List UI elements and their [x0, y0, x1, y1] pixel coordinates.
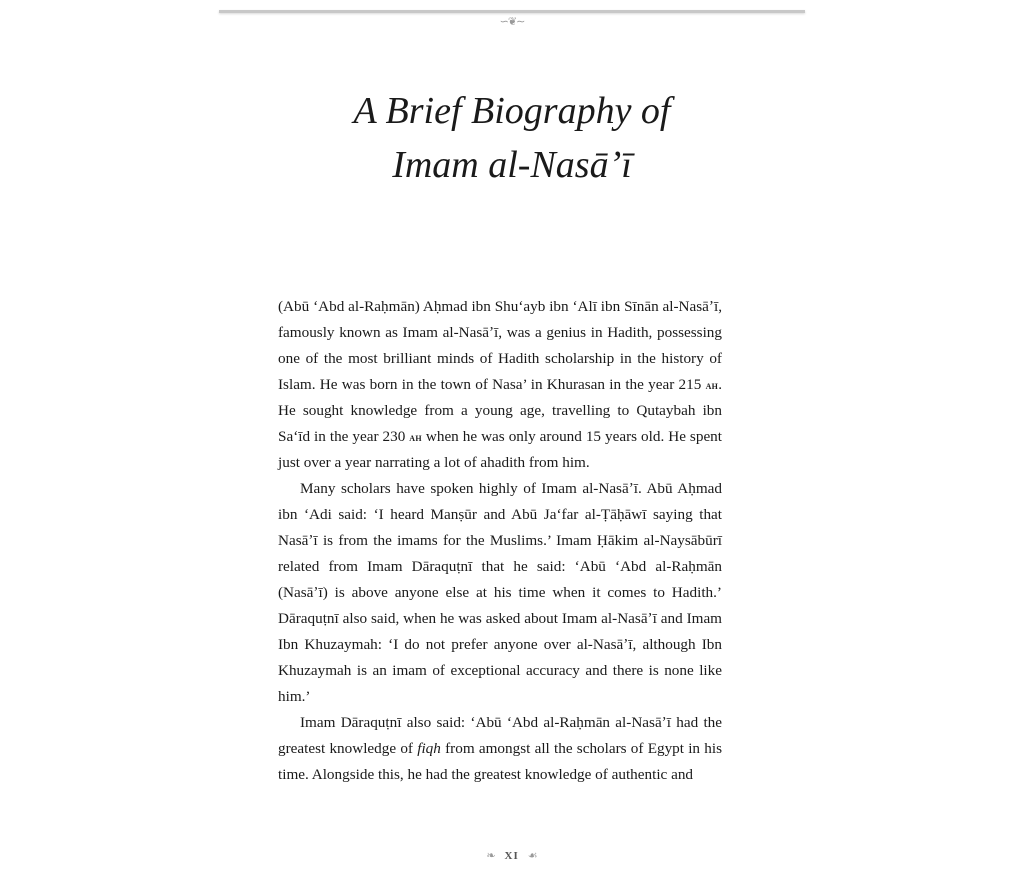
footer-ornament-left-icon: ❧ — [486, 850, 496, 863]
paragraph-1 — [278, 294, 722, 476]
era-abbreviation: ah — [705, 378, 719, 392]
paragraph-1-text-b: . He sought knowledge from a young age, travelling to Qutaybah ibn Sa‘īd in the year 230 — [278, 376, 722, 445]
top-ornament-icon: ∽❦∼ — [499, 16, 525, 28]
page-number: XI — [504, 850, 519, 863]
paragraph-1-text-c: when he was only around 15 years old. He spent just over a year narrating a lot of ahadith from him. — [278, 428, 722, 471]
page-footer — [219, 848, 805, 863]
paragraph-3-text-a: Imam Dāraquṭnī also said: ‘Abū ‘Abd al-Raḥmān al-Nasāʼī had the greatest knowledge of — [278, 714, 722, 757]
era-abbreviation: ah — [409, 430, 422, 444]
body-text — [278, 294, 722, 788]
paragraph-3-text-b: from amongst all the scholars of Egypt in his time. Alongside this, he had the greatest knowledge of authentic and — [278, 740, 722, 783]
top-rule — [219, 10, 805, 13]
footer-ornament-right-icon: ☙ — [527, 850, 538, 863]
paragraph-3 — [278, 710, 722, 788]
chapter-title-line-1: A Brief Biography of — [353, 90, 671, 132]
chapter-title-line-2: Imam al-Nasāʼī — [392, 144, 632, 186]
chapter-title — [219, 84, 805, 192]
italic-term: fiqh — [417, 740, 441, 757]
book-page — [219, 10, 805, 886]
paragraph-2: Many scholars have spoken highly of Imam al-Nasāʼī. Abū Aḥmad ibn ‘Adi said: ‘I heard Manṣūr and Abū Ja‘far al-Ṭāḥāwī saying that Nasāʼī is from the imams for the Muslims.’ Imam Ḥākim al-Naysābūrī related from Imam Dāraquṭnī that he said: ‘Abū ‘Abd al-Raḥmān (Nasāʼī) is above anyone else at his time when it comes to Hadith.’ Dāraquṭnī also said, when he was asked about Imam al-Nasāʼī and Imam Ibn Khuzaymah: ‘I do not prefer anyone over al-Nasāʼī, although Ibn Khuzaymah is an imam of exceptional accuracy and there is none like him.’ — [278, 480, 722, 705]
paragraph-1-text-a: (Abū ‘Abd al-Raḥmān) Aḥmad ibn Shu‘ayb ibn ‘Alī ibn Sīnān al-Nasāʼī, famously known as Imam al-Nasāʼī, was a genius in Hadith, possessing one of the most brilliant minds of Hadith scholarship in the history of Islam. He was born in the town of Nasa’ in Khurasan in the year 215 — [278, 298, 722, 393]
